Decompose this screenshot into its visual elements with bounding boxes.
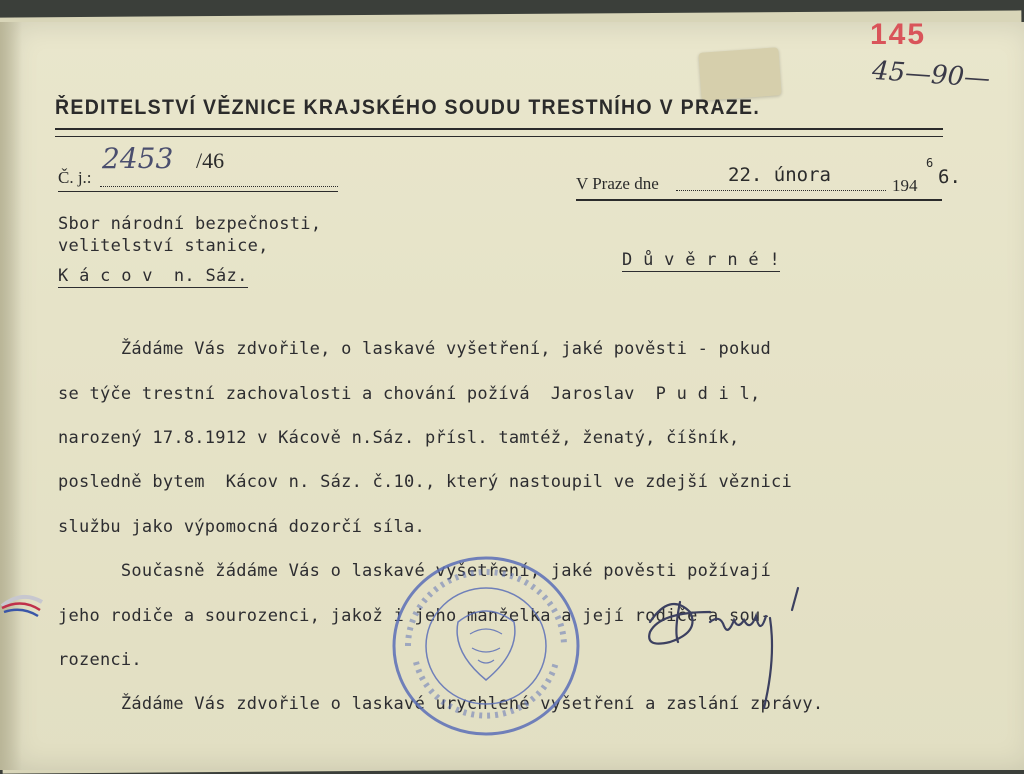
letterhead-rule-thin: [55, 136, 943, 137]
body-line: Současně žádáme Vás o laskavé vyšetření, jaké pověsti požívají: [58, 561, 771, 582]
reference-underline: [58, 191, 338, 192]
place-label: V Praze dne: [576, 174, 659, 193]
paper-tab: [698, 47, 781, 100]
reference-dotted-line: [100, 186, 338, 187]
date-day-month: 22. února: [728, 164, 831, 186]
body-line: Žádáme Vás zdvořile o laskavé urychlené vyšetření a zaslání zprávy.: [58, 694, 824, 715]
date-dotted-line: [676, 190, 886, 191]
body-line: narozený 17.8.1912 v Kácově n.Sáz. přísl. tamtéž, ženatý, číšník,: [58, 428, 740, 449]
letterhead-title: ŘEDITELSTVÍ VĚZNICE KRAJSKÉHO SOUDU TRESTNÍHO V PRAZE.: [55, 96, 761, 119]
body-line: službu jako výpomocná dozorčí síla.: [58, 516, 425, 537]
body-line: jeho rodiče a sourozenci, jakož i jeho manželka a její rodiče a sou-: [58, 605, 771, 626]
body-line: Žádáme Vás zdvořile, o laskavé vyšetření, jaké pověsti - pokud: [58, 339, 771, 360]
handwritten-note: 45—90—: [871, 55, 992, 95]
official-seal-stamp: [388, 552, 584, 740]
archive-number-stamp: 145: [870, 18, 927, 51]
year-prefix: 194: [892, 176, 918, 195]
body-line: rozenci.: [58, 650, 142, 671]
reference-number: 2453: [102, 142, 174, 175]
confidential-heading: D ů v ě r n é !: [622, 250, 781, 270]
reference-label: Č. j.:: [58, 168, 92, 187]
reference-suffix: /46: [196, 148, 225, 173]
recipient-line-3: K á c o v n. Sáz.: [58, 266, 248, 286]
binder-clip: [0, 588, 44, 624]
body-line: posledně bytem Kácov n. Sáz. č.10., který nastoupil ve zdejší věznici: [58, 472, 792, 493]
recipient-line-2: velitelství stanice,: [58, 236, 269, 256]
handwritten-signature: [640, 582, 810, 722]
recipient-line-1: Sbor národní bezpečnosti,: [58, 214, 322, 234]
year-correction-mark: 6: [926, 156, 934, 170]
body-line: se týče trestní zachovalosti a chování požívá Jaroslav P u d i l,: [58, 383, 761, 404]
date-rule: [576, 199, 942, 201]
page-edge-shadow: [0, 22, 22, 770]
year-digit: 6.: [938, 166, 961, 188]
letterhead-rule-thick: [55, 128, 943, 130]
